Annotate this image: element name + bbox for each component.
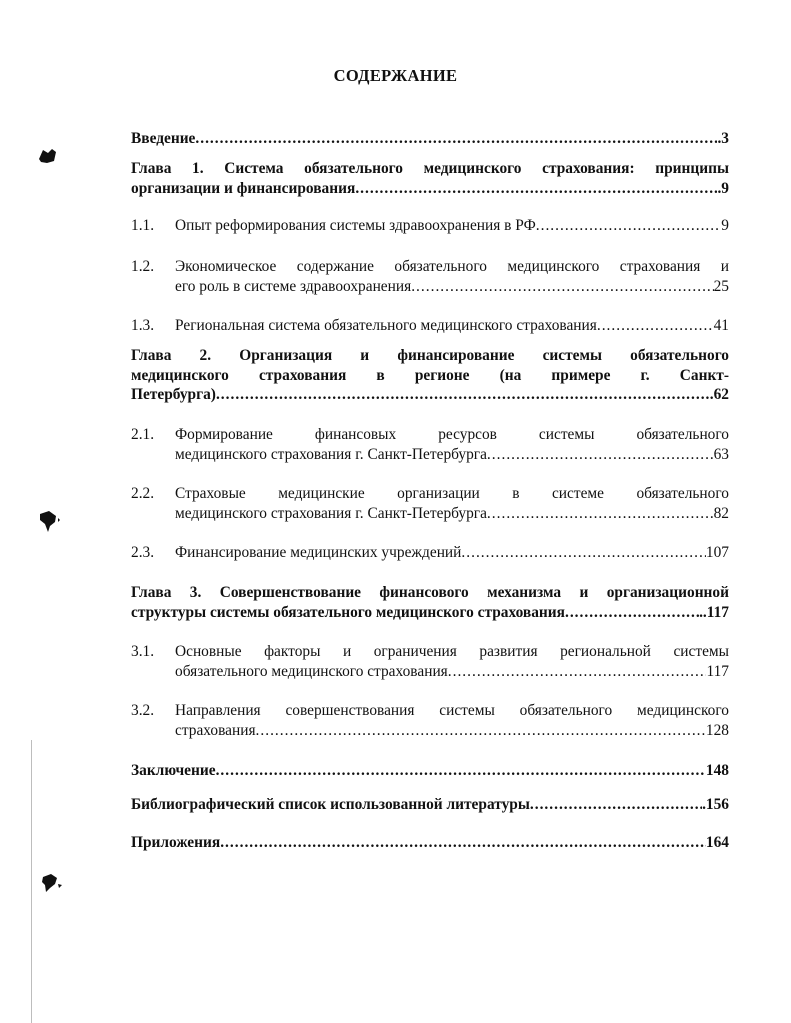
toc-entry-section-2-2[interactable] [131, 484, 729, 523]
toc-entry-title-cont: его роль в системе здравоохранения [175, 277, 412, 295]
toc-page-number: 128 [705, 721, 729, 739]
toc-page-number: 41 [713, 317, 729, 334]
toc-page-number: 148 [705, 762, 729, 779]
section-number: 2.1. [131, 426, 155, 443]
toc-entry-title-cont: медицинского страхования г. Санкт-Петербурга [175, 504, 487, 522]
toc-page-number: 25 [713, 277, 729, 295]
section-number: 2.2. [131, 485, 155, 502]
dot-leader [530, 795, 702, 815]
dot-leader [565, 603, 699, 623]
toc-entry-title: Глава 2. Организация и финансирование системы обязательного [131, 347, 729, 364]
toc-entry-title: Направления совершенствования системы обязательного медицинского [175, 702, 729, 719]
toc-page-number: ..117 [699, 603, 729, 621]
toc-entry-chapter-3[interactable] [131, 583, 729, 622]
toc-entry-title: Страховые медицинские организации в системе обязательного [175, 485, 729, 502]
toc-entry-appendix[interactable] [131, 833, 729, 853]
toc-entry-title: Приложения [131, 834, 221, 851]
scan-mark-1 [37, 147, 59, 165]
dot-leader [195, 129, 717, 149]
dot-leader [487, 504, 714, 524]
toc-entry-title-cont: медицинского страхования г. Санкт-Петербурга [175, 445, 487, 463]
toc-entry-title-cont: организации и финансирования [131, 179, 356, 197]
section-number: 1.1. [131, 217, 155, 234]
toc-entry-title-cont: Петербурга) [131, 386, 216, 404]
toc-entry-title-cont: страхования [175, 721, 256, 739]
toc-page-number: .3 [717, 130, 729, 147]
dot-leader [256, 721, 706, 741]
toc-entry-introduction[interactable] [131, 129, 729, 149]
dot-leader [536, 216, 722, 236]
toc-entry-title-cont: структуры системы обязательного медицинского страхования [131, 603, 565, 621]
toc-page-number: .156 [702, 796, 729, 813]
dot-leader [597, 316, 714, 336]
section-number: 3.1. [131, 643, 155, 660]
toc-page-number: .9 [717, 179, 729, 197]
dot-leader [411, 277, 713, 297]
toc-entry-section-2-1[interactable] [131, 425, 729, 464]
section-number: 2.3. [131, 544, 155, 561]
toc-entry-title: Глава 1. Система обязательного медицинского страхования: принципы [131, 160, 729, 177]
toc-page-number: 9 [721, 217, 729, 234]
page-title: СОДЕРЖАНИЕ [333, 66, 458, 85]
toc-entry-title: Финансирование медицинских учреждений [175, 544, 462, 561]
toc-entry-title: Заключение [131, 762, 216, 779]
dot-leader [448, 662, 707, 682]
section-number: 1.2. [131, 258, 155, 275]
dot-leader [216, 761, 706, 781]
toc-entry-chapter-2[interactable] [131, 346, 729, 405]
dot-leader [487, 445, 714, 465]
toc-entry-section-1-1[interactable] [131, 216, 729, 236]
toc-entry-title: Формирование финансовых ресурсов системы обязательного [175, 426, 729, 443]
toc-page-number: .62 [709, 386, 729, 404]
toc-entry-title: Основные факторы и ограничения развития региональной системы [175, 643, 729, 660]
toc-entry-section-3-1[interactable] [131, 642, 729, 681]
toc-entry-title: Опыт реформирования системы здравоохранения в РФ [175, 217, 536, 234]
toc-entry-title-cont: медицинского страхования в регионе (на примере г. Санкт- [131, 366, 729, 384]
scan-mark-3 [39, 872, 65, 894]
dot-leader [220, 833, 706, 853]
toc-entry-title-cont: обязательного медицинского страхования [175, 662, 448, 680]
dot-leader [461, 543, 706, 563]
toc-page-number: 107 [705, 544, 729, 561]
scan-edge-line [31, 740, 32, 1023]
toc-entry-bibliography[interactable] [131, 795, 729, 815]
toc-entry-section-1-3[interactable] [131, 316, 729, 336]
dot-leader [355, 179, 717, 199]
section-number: 3.2. [131, 702, 155, 719]
dot-leader [216, 385, 710, 405]
toc-entry-section-1-2[interactable] [131, 257, 729, 296]
toc-page-number: 82 [713, 504, 729, 522]
toc-entry-title: Глава 3. Совершенствование финансового механизма и организационной [131, 584, 729, 601]
toc-page-number: 117 [706, 662, 729, 680]
section-number: 1.3. [131, 317, 155, 334]
toc-entry-title: Введение [131, 130, 196, 147]
toc-entry-chapter-1[interactable] [131, 159, 729, 198]
toc-entry-section-3-2[interactable] [131, 701, 729, 740]
toc-entry-section-2-3[interactable] [131, 543, 729, 563]
toc-entry-conclusion[interactable] [131, 761, 729, 781]
toc-entry-title: Библиографический список использованной литературы [131, 796, 530, 813]
toc-page-number: 164 [705, 834, 729, 851]
scan-mark-2 [37, 508, 63, 534]
toc-entry-title: Региональная система обязательного медицинского страхования [175, 317, 597, 334]
toc-page-number: 63 [713, 445, 729, 463]
toc-entry-title: Экономическое содержание обязательного медицинского страхования и [175, 258, 729, 275]
